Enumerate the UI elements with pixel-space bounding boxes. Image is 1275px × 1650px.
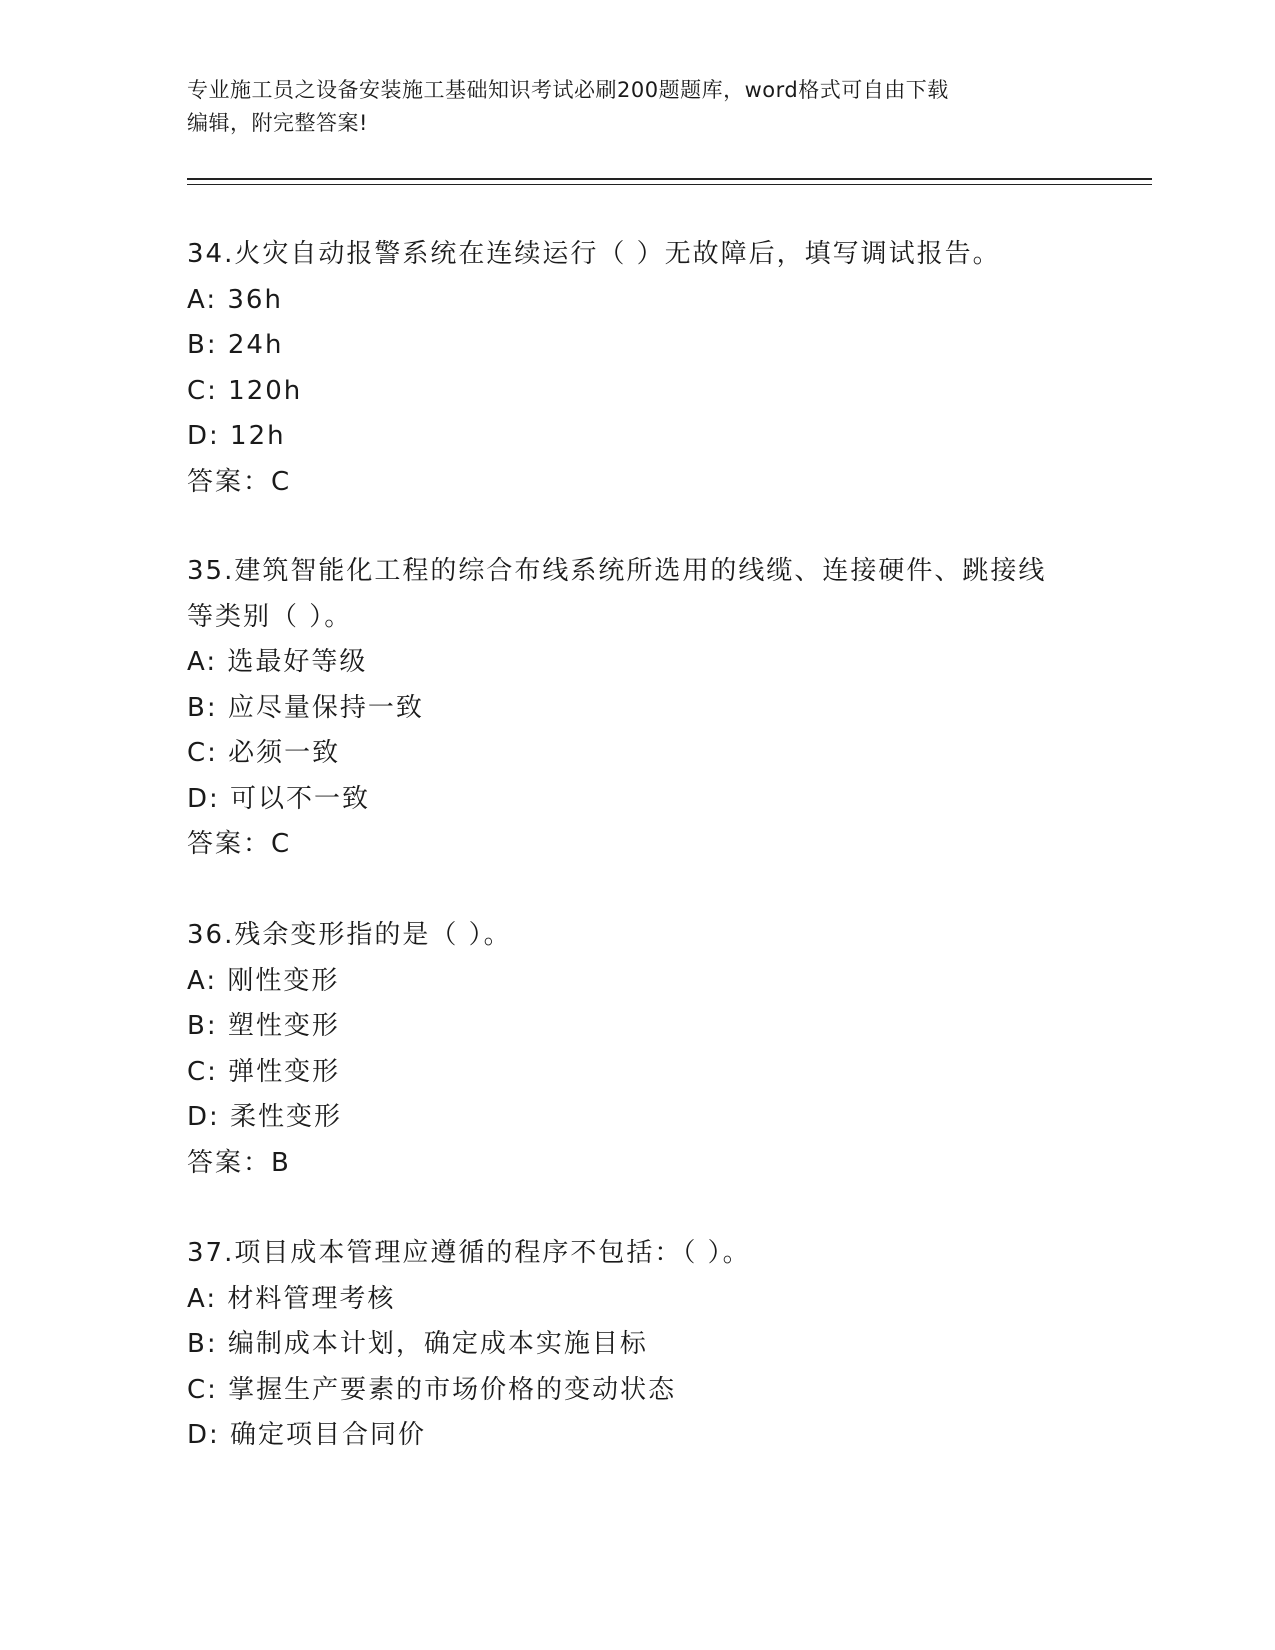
question-36 — [187, 913, 1107, 1186]
answer: 答案：C — [187, 466, 292, 497]
answer: 答案：C — [187, 829, 292, 859]
header-line-2: 编辑，附完整答案! — [187, 111, 368, 135]
option-a: A: 36h — [187, 284, 283, 315]
question-34 — [187, 232, 1107, 505]
option-c: C: 必须一致 — [187, 738, 341, 768]
question-35 — [187, 549, 1107, 868]
option-c: C: 掌握生产要素的市场价格的变动状态 — [187, 1374, 677, 1405]
option-a: A: 选最好等级 — [187, 647, 368, 677]
option-b: B: 塑性变形 — [187, 1011, 340, 1041]
option-a: A: 刚性变形 — [187, 965, 340, 996]
option-c: C: 120h — [187, 375, 303, 406]
option-b: B: 应尽量保持一致 — [187, 692, 424, 723]
header-divider-thick — [187, 178, 1152, 180]
option-d: D: 12h — [187, 421, 286, 451]
option-a: A: 材料管理考核 — [187, 1283, 396, 1314]
option-d: D: 柔性变形 — [187, 1102, 343, 1132]
question-stem: 36.残余变形指的是（ ）。 — [187, 920, 512, 950]
option-c: C: 弹性变形 — [187, 1056, 341, 1087]
question-stem: 37.项目成本管理应遵循的程序不包括：（ ）。 — [187, 1238, 751, 1268]
question-stem: 34.火灾自动报警系统在连续运行（ ）无故障后，填写调试报告。 — [187, 239, 1001, 269]
answer: 答案：B — [187, 1147, 291, 1178]
option-d: D: 确定项目合同价 — [187, 1420, 427, 1450]
document-header — [187, 74, 1087, 140]
option-b: B: 编制成本计划，确定成本实施目标 — [187, 1329, 648, 1359]
question-stem-line-2: 等类别（ ）。 — [187, 601, 353, 632]
option-b: B: 24h — [187, 330, 284, 360]
question-stem-line-1: 35.建筑智能化工程的综合布线系统所选用的线缆、连接硬件、跳接线 — [187, 556, 1047, 586]
header-divider-thin — [187, 184, 1152, 185]
option-d: D: 可以不一致 — [187, 783, 371, 814]
header-line-1: 专业施工员之设备安装施工基础知识考试必刷200题题库，word格式可自由下载 — [187, 78, 949, 102]
question-37 — [187, 1231, 1107, 1459]
